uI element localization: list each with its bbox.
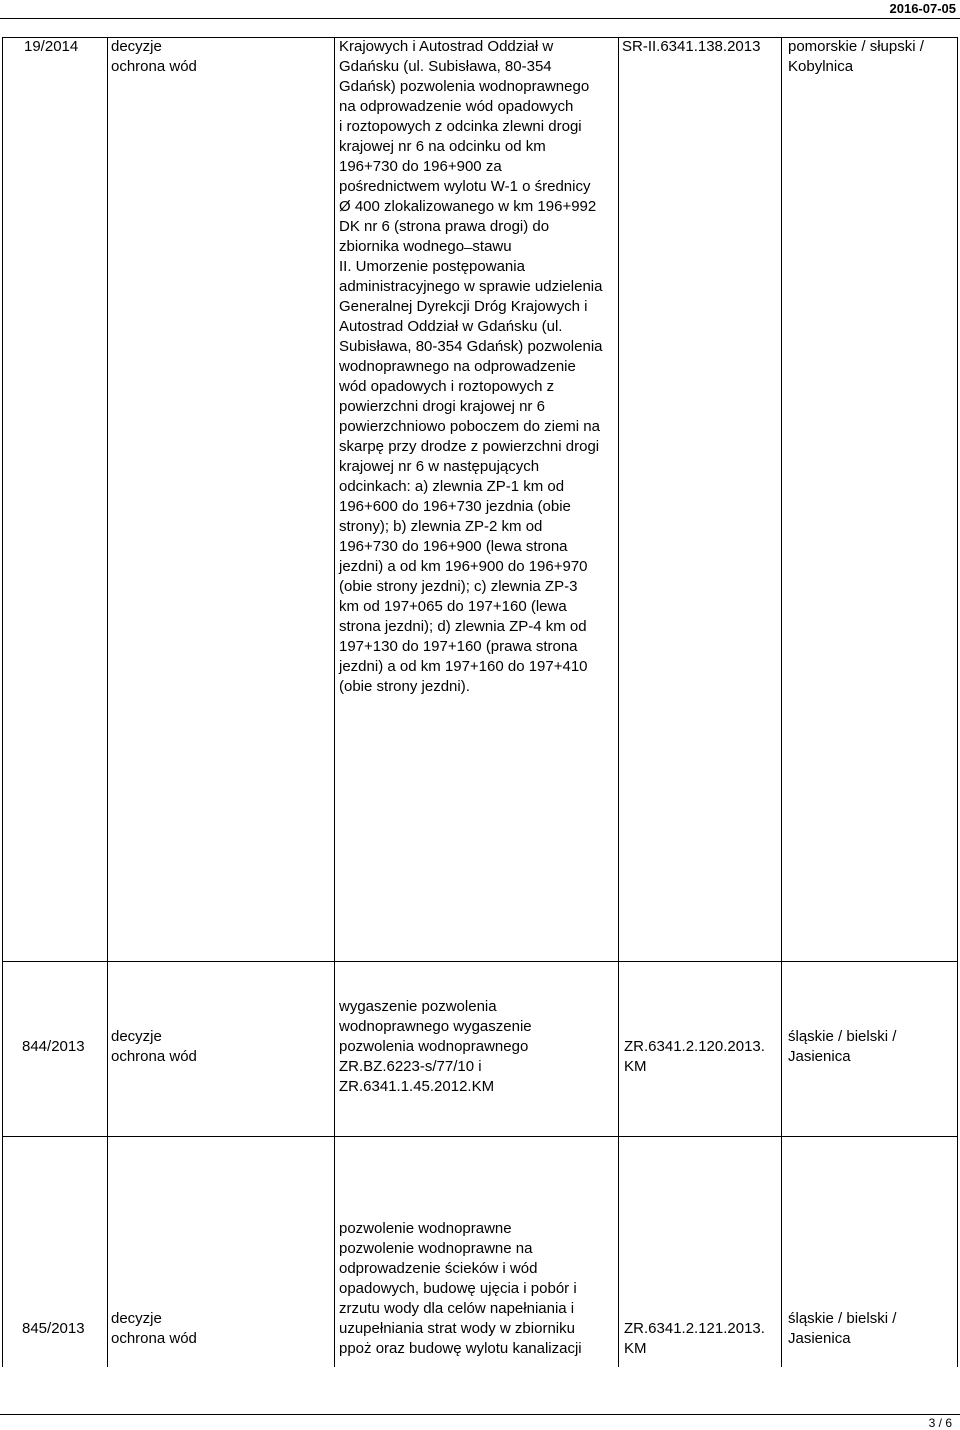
record-location-cell [788,1309,956,1349]
table-border-right [957,37,958,1367]
table-row [22,1319,85,1339]
record-category: decyzje ochrona wód [111,38,197,75]
record-reference: ZR.6341.2.121.2013. KM [624,1320,765,1357]
record-description-cell [339,1219,617,1359]
record-category: decyzje ochrona wód [111,1028,197,1065]
records-table [2,37,957,1367]
table-row [24,37,78,57]
record-description: Krajowych i Autostrad Oddział w Gdańsku (ul. Subisława, 80-354 Gdańsk) pozwolenia wodnoprawnego na odprowadzenie wód opadowych i roztopowych z odcinka zlewni drogi krajowej nr 6 na odcinku od km 196+730 do 196+900 za pośrednictwem wylotu W-1 o średnicy Ø 400 zlokalizowanego w km 196+992 DK nr 6 (strona prawa drogi) do zbiornika wodnego ̶ stawu II. Umorzenie postępowania administracyjnego w sprawie udzielenia Generalnej Dyrekcji Dróg Krajowych i Autostrad Oddział w Gdańsku (ul. Subisława, 80-354 Gdańsk) pozwolenia wodnoprawnego na odprowadzenie wód opadowych i roztopowych z powierzchni drogi krajowej nr 6 powierzchniowo poboczem do ziemi na skarpę przy drodze z powierzchni drogi krajowej nr 6 w następujących odcinkach: a) zlewnia ZP-1 km od 196+600 do 196+730 jezdnia (obie strony); b) zlewnia ZP-2 km od 196+730 do 196+900 (lewa strona jezdni) a od km 196+900 do 196+970 (obie strony jezdni); c) zlewnia ZP-3 km od 197+065 do 197+160 (lewa strona jezdni); d) zlewnia ZP-4 km od 197+130 do 197+160 (prawa strona jezdni) a od km 197+160 do 197+410 (obie strony jezdni). [339,38,603,695]
record-location: śląskie / bielski / Jasienica [788,1028,897,1065]
row-divider [2,1136,957,1137]
record-category-cell [111,37,331,77]
footer-rule [0,1414,960,1415]
record-description: pozwolenie wodnoprawne pozwolenie wodnoprawne na odprowadzenie ścieków i wód opadowych, budowę ujęcia i pobór i zrzutu wody dla celów napełniania i uzupełniania strat wody w zbiorniku ppoż oraz budowę wylotu kanalizacji [339,1220,582,1357]
record-location-cell [788,37,956,77]
column-divider [107,37,108,1367]
record-reference-cell [622,37,782,57]
record-location-cell [788,1027,956,1067]
record-location: śląskie / bielski / Jasienica [788,1310,897,1347]
column-divider [781,37,782,1367]
record-reference: SR-II.6341.138.2013 [622,38,761,55]
record-category-cell [111,1309,331,1349]
table-row [22,1037,85,1057]
header-rule [0,18,960,19]
row-divider [2,961,957,962]
record-description-cell [339,997,617,1097]
record-description-cell [339,37,624,697]
record-number: 19/2014 [24,38,79,55]
record-reference-cell [624,1319,784,1359]
document-date: 2016-07-05 [889,1,956,16]
record-number: 845/2013 [22,1320,85,1337]
record-description: wygaszenie pozwolenia wodnoprawnego wygaszenie pozwolenia wodnoprawnego ZR.BZ.6223-s/77/10 i ZR.6341.1.45.2012.KM [339,998,532,1095]
record-category: decyzje ochrona wód [111,1310,197,1347]
record-category-cell [111,1027,331,1067]
column-divider [334,37,335,1367]
record-number: 844/2013 [22,1038,85,1055]
page-number: 3 / 6 [928,1416,952,1430]
record-location: pomorskie / słupski / Kobylnica [788,38,924,75]
record-reference: ZR.6341.2.120.2013. KM [624,1038,765,1075]
table-border-left [2,37,3,1367]
record-reference-cell [624,1037,784,1077]
